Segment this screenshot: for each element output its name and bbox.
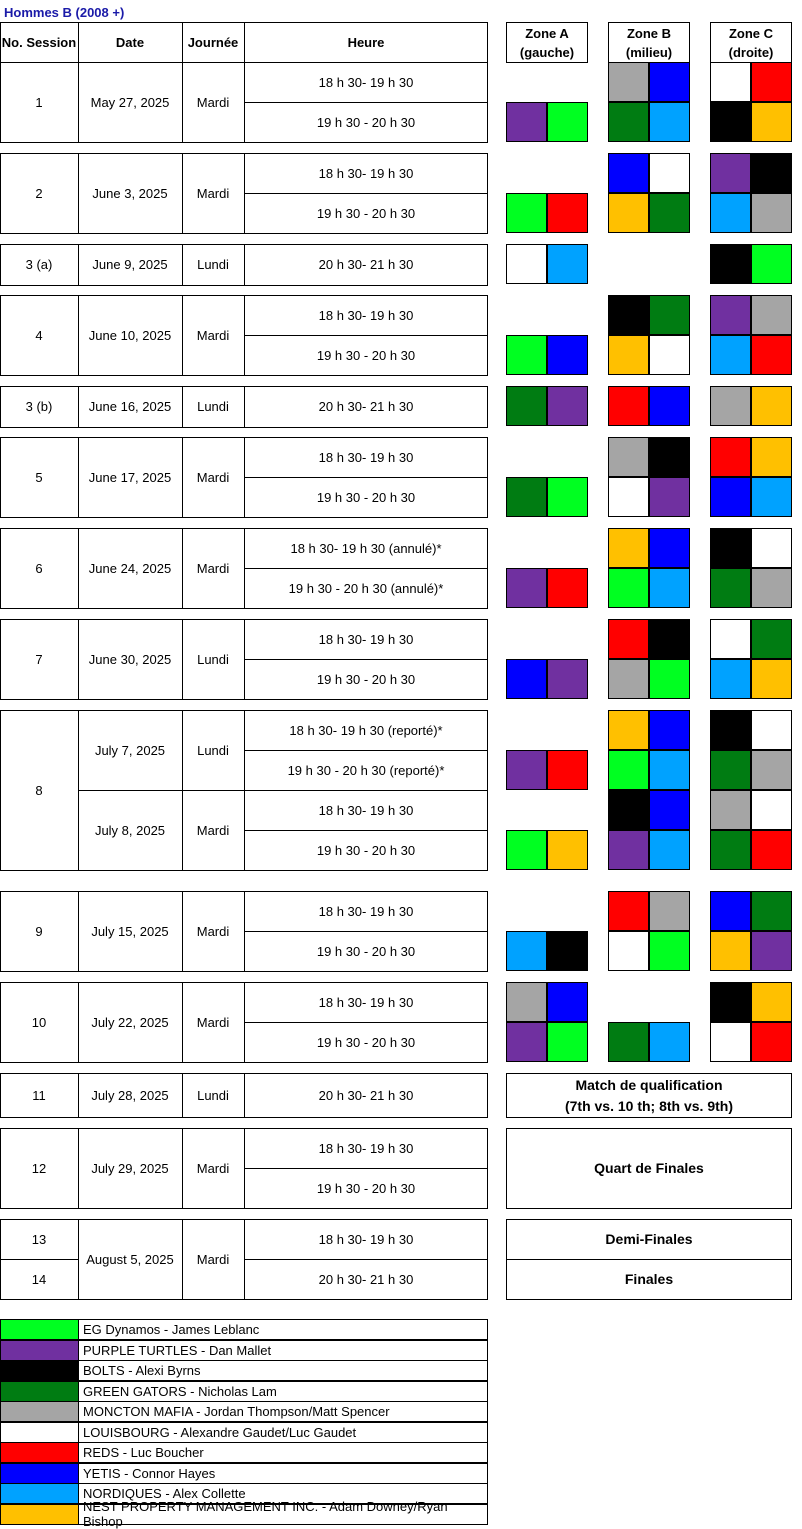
zone-b-team-color bbox=[608, 891, 649, 931]
zone-b-team-color bbox=[608, 790, 649, 830]
session-date: June 30, 2025 bbox=[88, 651, 172, 667]
session-day: Mardi bbox=[196, 923, 230, 939]
zone-c-team-color bbox=[751, 931, 792, 971]
zone-b-team-color bbox=[649, 750, 690, 790]
session-day: Mardi bbox=[196, 1251, 230, 1267]
zone-a-team-color bbox=[547, 244, 588, 284]
session-time: 20 h 30- 21 h 30 bbox=[318, 257, 414, 272]
zone-b-team-color bbox=[608, 1022, 649, 1062]
zone-c-team-color bbox=[710, 659, 751, 699]
session-time: 19 h 30 - 20 h 30 bbox=[316, 1034, 416, 1050]
zone-b-team-color bbox=[608, 528, 649, 568]
zone-b-team-color bbox=[608, 477, 649, 517]
zone-c-team-color bbox=[751, 62, 792, 102]
legend-label: LOUISBOURG - Alexandre Gaudet/Luc Gaudet bbox=[83, 1424, 357, 1440]
session-number: 13 bbox=[31, 1231, 47, 1247]
zone-a-team-color bbox=[547, 1022, 588, 1062]
zone-c-team-color bbox=[710, 528, 751, 568]
session-time: 20 h 30- 21 h 30 bbox=[318, 1271, 414, 1287]
zone-header-line: Zone B bbox=[626, 25, 672, 41]
zone-c-team-color bbox=[751, 335, 792, 375]
zone-c-team-color bbox=[751, 295, 792, 335]
zone-c-team-color bbox=[751, 386, 792, 426]
zone-c-team-color bbox=[751, 528, 792, 568]
session-day: Mardi bbox=[196, 560, 230, 576]
session-number: 10 bbox=[31, 1014, 47, 1030]
legend-swatch bbox=[1, 1464, 79, 1483]
zone-b-team-color bbox=[608, 295, 649, 335]
zone-b-team-color bbox=[608, 659, 649, 699]
session-time: 18 h 30- 19 h 30 bbox=[318, 307, 414, 323]
zone-b-team-color bbox=[608, 386, 649, 426]
zone-b-team-color bbox=[608, 931, 649, 971]
session-date: July 28, 2025 bbox=[91, 1087, 169, 1103]
zone-b-team-color bbox=[608, 830, 649, 870]
zone-a-team-color bbox=[506, 931, 547, 971]
legend-row bbox=[0, 1319, 488, 1340]
zone-c-team-color bbox=[751, 982, 792, 1022]
zone-b-team-color bbox=[608, 619, 649, 659]
zone-a-team-color bbox=[547, 335, 588, 375]
zone-c-team-color bbox=[710, 1022, 751, 1062]
session-date: June 10, 2025 bbox=[88, 327, 172, 343]
session-number: 8 bbox=[35, 782, 43, 798]
zone-b-team-color bbox=[608, 710, 649, 750]
session-number: 3 (b) bbox=[25, 399, 53, 414]
phase-box bbox=[506, 1073, 792, 1118]
session-time: 19 h 30 - 20 h 30 bbox=[316, 842, 416, 858]
session-number: 11 bbox=[32, 1087, 46, 1103]
legend-swatch bbox=[1, 1443, 79, 1462]
zone-b-team-color bbox=[649, 528, 690, 568]
zone-c-team-color bbox=[710, 335, 751, 375]
zone-b-team-color bbox=[608, 193, 649, 233]
legend-label: NEST PROPERTY MANAGEMENT INC. - Adam Downey/Ryan Bishop bbox=[83, 1499, 448, 1529]
zone-c-team-color bbox=[710, 244, 751, 284]
zone-b-team-color bbox=[649, 295, 690, 335]
session-date: June 16, 2025 bbox=[88, 399, 172, 414]
zone-c-team-color bbox=[710, 477, 751, 517]
zone-header-line: (droite) bbox=[728, 44, 774, 60]
zone-c-team-color bbox=[751, 244, 792, 284]
legend-label: YETIS - Connor Hayes bbox=[83, 1465, 216, 1481]
zone-b-team-color bbox=[649, 335, 690, 375]
legend-label: NORDIQUES - Alex Collette bbox=[83, 1486, 246, 1501]
session-time: 18 h 30- 19 h 30 (annulé)* bbox=[290, 540, 442, 556]
session-date: June 9, 2025 bbox=[92, 257, 168, 272]
legend-row bbox=[0, 1442, 488, 1463]
legend-swatch bbox=[1, 1484, 79, 1503]
header-zonea-label bbox=[506, 22, 588, 63]
legend-row bbox=[0, 1463, 488, 1484]
session-time: 18 h 30- 19 h 30 (reporté)* bbox=[289, 722, 443, 738]
legend-label: GREEN GATORS - Nicholas Lam bbox=[83, 1383, 277, 1399]
zone-b-team-color bbox=[649, 710, 690, 750]
session-day: Mardi bbox=[196, 469, 230, 485]
zone-b-team-color bbox=[649, 477, 690, 517]
zone-a-team-color bbox=[506, 193, 547, 233]
legend-label: EG Dynamos - James Leblanc bbox=[83, 1322, 260, 1337]
zone-c-team-color bbox=[710, 62, 751, 102]
zone-c-team-color bbox=[710, 386, 751, 426]
legend-swatch bbox=[1, 1423, 79, 1442]
zone-header-line: Zone C bbox=[728, 25, 774, 41]
session-time: 18 h 30- 19 h 30 bbox=[318, 994, 414, 1010]
zone-c-team-color bbox=[710, 568, 751, 608]
session-date: May 27, 2025 bbox=[90, 94, 170, 110]
session-number: 9 bbox=[35, 923, 43, 939]
zone-b-team-color bbox=[649, 659, 690, 699]
zone-a-team-color bbox=[506, 386, 547, 426]
zone-b-team-color bbox=[649, 386, 690, 426]
zone-b-team-color bbox=[608, 153, 649, 193]
phase-box bbox=[506, 1128, 792, 1209]
legend-row bbox=[0, 1381, 488, 1402]
session-time: 19 h 30 - 20 h 30 bbox=[316, 943, 416, 959]
legend-row bbox=[0, 1360, 488, 1381]
zone-c-team-color bbox=[710, 619, 751, 659]
zone-a-team-color bbox=[547, 386, 588, 426]
session-time: 18 h 30- 19 h 30 bbox=[318, 165, 414, 181]
zone-c-team-color bbox=[751, 659, 792, 699]
session-day: Mardi bbox=[196, 94, 230, 110]
zone-b-team-color bbox=[649, 830, 690, 870]
zone-a-team-color bbox=[506, 830, 547, 870]
zone-a-team-color bbox=[547, 193, 588, 233]
session-date: July 15, 2025 bbox=[91, 923, 169, 939]
session-time: 19 h 30 - 20 h 30 (reporté)* bbox=[287, 762, 445, 778]
session-day: Lundi bbox=[197, 399, 229, 414]
header-zoneb-label bbox=[608, 22, 690, 63]
session-day: Mardi bbox=[196, 1014, 230, 1030]
zone-a-team-color bbox=[506, 750, 547, 790]
zone-a-team-color bbox=[547, 982, 588, 1022]
session-time: 18 h 30- 19 h 30 bbox=[318, 449, 414, 465]
session-date: August 5, 2025 bbox=[86, 1251, 174, 1267]
zone-a-team-color bbox=[506, 335, 547, 375]
zone-a-team-color bbox=[547, 750, 588, 790]
zone-b-team-color bbox=[608, 102, 649, 142]
session-day: Lundi bbox=[197, 257, 229, 272]
zone-a-team-color bbox=[547, 102, 588, 142]
zone-c-team-color bbox=[710, 790, 751, 830]
zone-b-team-color bbox=[608, 62, 649, 102]
zone-c-team-color bbox=[751, 102, 792, 142]
session-time: 18 h 30- 19 h 30 bbox=[318, 802, 414, 818]
zone-a-team-color bbox=[506, 568, 547, 608]
zone-b-team-color bbox=[649, 153, 690, 193]
zone-header-line: (milieu) bbox=[625, 44, 673, 60]
zone-b-team-color bbox=[649, 62, 690, 102]
zone-b-team-color bbox=[649, 568, 690, 608]
session-day: Mardi bbox=[196, 1160, 230, 1176]
zone-c-team-color bbox=[710, 982, 751, 1022]
phase-label: Match de qualification bbox=[575, 1076, 723, 1093]
session-day: Lundi bbox=[197, 742, 229, 758]
zone-b-team-color bbox=[649, 1022, 690, 1062]
zone-c-team-color bbox=[710, 830, 751, 870]
zone-c-team-color bbox=[710, 891, 751, 931]
zone-c-team-color bbox=[751, 1022, 792, 1062]
zone-a-team-color bbox=[547, 477, 588, 517]
session-number: 1 bbox=[35, 94, 43, 110]
session-date: July 29, 2025 bbox=[91, 1160, 169, 1176]
zone-c-team-color bbox=[751, 568, 792, 608]
session-number: 12 bbox=[31, 1160, 47, 1176]
session-number: 14 bbox=[31, 1271, 47, 1287]
zone-a-team-color bbox=[547, 931, 588, 971]
zone-b-team-color bbox=[649, 790, 690, 830]
zone-c-team-color bbox=[710, 710, 751, 750]
zone-c-team-color bbox=[710, 931, 751, 971]
legend-label: PURPLE TURTLES - Dan Mallet bbox=[83, 1342, 272, 1358]
zone-b-team-color bbox=[649, 437, 690, 477]
zone-a-team-color bbox=[506, 244, 547, 284]
phase-label: Quart de Finales bbox=[594, 1160, 704, 1176]
zone-c-team-color bbox=[751, 750, 792, 790]
zone-b-team-color bbox=[649, 619, 690, 659]
session-time: 18 h 30- 19 h 30 bbox=[318, 74, 414, 90]
session-day: Mardi bbox=[196, 327, 230, 343]
session-date: July 8, 2025 bbox=[94, 822, 166, 838]
zone-b-team-color bbox=[608, 335, 649, 375]
zone-b-team-color bbox=[608, 568, 649, 608]
zone-a-team-color bbox=[506, 477, 547, 517]
session-time: 18 h 30- 19 h 30 bbox=[318, 631, 414, 647]
zone-b-team-color bbox=[608, 437, 649, 477]
legend-row bbox=[0, 1422, 488, 1443]
session-number: 7 bbox=[35, 651, 43, 667]
session-time: 20 h 30- 21 h 30 bbox=[318, 1087, 414, 1103]
zone-a-team-color bbox=[547, 830, 588, 870]
zone-c-team-color bbox=[751, 477, 792, 517]
session-time: 18 h 30- 19 h 30 bbox=[318, 1140, 414, 1156]
zone-a-team-color bbox=[506, 1022, 547, 1062]
zone-a-team-color bbox=[547, 568, 588, 608]
header-day: Journée bbox=[187, 35, 239, 50]
zone-b-team-color bbox=[649, 102, 690, 142]
legend-label: BOLTS - Alexi Byrns bbox=[83, 1363, 201, 1378]
zone-c-team-color bbox=[751, 619, 792, 659]
session-time: 19 h 30 - 20 h 30 (annulé)* bbox=[288, 580, 444, 596]
zone-b-team-color bbox=[649, 931, 690, 971]
legend-swatch bbox=[1, 1341, 79, 1360]
legend-row bbox=[0, 1340, 488, 1361]
zone-a-team-color bbox=[506, 102, 547, 142]
zone-c-team-color bbox=[710, 102, 751, 142]
legend-label: REDS - Luc Boucher bbox=[83, 1445, 204, 1460]
session-number: 2 bbox=[35, 185, 43, 201]
zone-c-team-color bbox=[751, 790, 792, 830]
header-session: No. Session bbox=[1, 35, 77, 50]
session-time: 20 h 30- 21 h 30 bbox=[318, 399, 414, 414]
legend-swatch bbox=[1, 1361, 79, 1380]
session-day: Mardi bbox=[196, 822, 230, 838]
session-number: 6 bbox=[35, 560, 43, 576]
session-number: 4 bbox=[35, 327, 43, 343]
session-number: 3 (a) bbox=[25, 257, 53, 272]
zone-c-team-color bbox=[710, 437, 751, 477]
session-date: July 7, 2025 bbox=[94, 742, 166, 758]
zone-b-team-color bbox=[649, 891, 690, 931]
zone-a-team-color bbox=[506, 982, 547, 1022]
session-number: 5 bbox=[35, 469, 43, 485]
phase-label: Finales bbox=[624, 1271, 674, 1287]
zone-c-team-color bbox=[751, 891, 792, 931]
zone-a-team-color bbox=[506, 659, 547, 699]
session-time: 18 h 30- 19 h 30 bbox=[318, 1231, 414, 1247]
header-time: Heure bbox=[347, 35, 385, 50]
zone-b-team-color bbox=[608, 750, 649, 790]
sheet-title: Hommes B (2008 +) bbox=[4, 5, 125, 20]
legend-swatch bbox=[1, 1382, 79, 1401]
zone-header-line: Zone A bbox=[525, 25, 569, 41]
zone-c-team-color bbox=[710, 193, 751, 233]
zone-a-team-color bbox=[547, 659, 588, 699]
session-time: 19 h 30 - 20 h 30 bbox=[316, 489, 416, 505]
zone-header-line: (gauche) bbox=[519, 44, 575, 60]
session-date: July 22, 2025 bbox=[91, 1014, 169, 1030]
zone-c-team-color bbox=[710, 750, 751, 790]
zone-c-team-color bbox=[751, 193, 792, 233]
legend-swatch bbox=[1, 1505, 79, 1524]
session-date: June 24, 2025 bbox=[88, 560, 172, 576]
zone-c-team-color bbox=[751, 437, 792, 477]
legend-swatch bbox=[1, 1402, 79, 1421]
session-day: Mardi bbox=[196, 185, 230, 201]
session-day: Lundi bbox=[197, 651, 229, 667]
session-date: June 3, 2025 bbox=[92, 185, 168, 201]
session-time: 19 h 30 - 20 h 30 bbox=[316, 671, 416, 687]
session-time: 19 h 30 - 20 h 30 bbox=[316, 205, 416, 221]
header-date: Date bbox=[115, 35, 145, 50]
zone-c-team-color bbox=[751, 830, 792, 870]
session-time: 19 h 30 - 20 h 30 bbox=[316, 347, 416, 363]
session-date: June 17, 2025 bbox=[88, 469, 172, 485]
zone-c-team-color bbox=[751, 153, 792, 193]
legend-swatch bbox=[1, 1320, 79, 1339]
session-time: 18 h 30- 19 h 30 bbox=[318, 903, 414, 919]
phase-label: (7th vs. 10 th; 8th vs. 9th) bbox=[564, 1097, 734, 1114]
legend-label: MONCTON MAFIA - Jordan Thompson/Matt Spencer bbox=[83, 1404, 390, 1419]
legend-row bbox=[0, 1499, 488, 1529]
zone-c-team-color bbox=[751, 710, 792, 750]
session-time: 19 h 30 - 20 h 30 bbox=[316, 114, 416, 130]
header-zonec-label bbox=[710, 22, 792, 63]
phase-label: Demi-Finales bbox=[605, 1231, 693, 1247]
legend-row bbox=[0, 1401, 488, 1422]
zone-c-team-color bbox=[710, 153, 751, 193]
zone-c-team-color bbox=[710, 295, 751, 335]
zone-b-team-color bbox=[649, 193, 690, 233]
session-time: 19 h 30 - 20 h 30 bbox=[316, 1180, 416, 1196]
session-day: Lundi bbox=[197, 1087, 229, 1103]
